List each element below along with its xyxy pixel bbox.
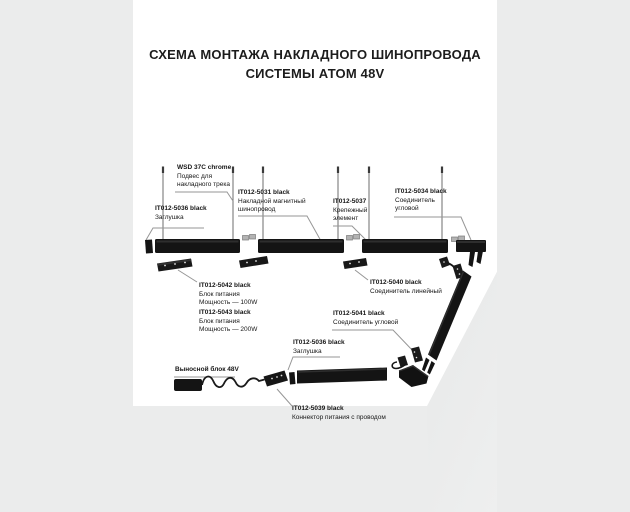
label-psu-200w: IT012-5043 black Блок питания Мощность — 200W	[199, 309, 258, 334]
label-suspension-article: WSD 37C chrome	[177, 164, 232, 171]
label-endcap-bottom: IT012-5036 black Заглушка	[293, 339, 345, 355]
label-endcap-bottom-article: IT012-5036 black	[293, 339, 345, 346]
corner-connector-top	[456, 240, 486, 267]
track-segments	[155, 239, 448, 253]
label-endcap-top-article: IT012-5036 black	[155, 205, 207, 212]
page-title	[133, 45, 497, 83]
power-feed-connector	[264, 371, 289, 387]
label-power-connector-article: IT012-5039 black	[292, 405, 344, 412]
label-endcap-top: IT012-5036 black Заглушка	[155, 205, 207, 221]
label-psu-100w-article: IT012-5042 black	[199, 282, 251, 289]
label-fixing-clip-article: IT012-5037	[333, 198, 367, 205]
endcap-bottom	[289, 372, 296, 385]
linear-connector-loose	[239, 256, 269, 268]
label-corner-top-article: IT012-5034 black	[395, 188, 447, 195]
page-title-line2: СИСТЕМЫ АТОМ 48V	[245, 66, 385, 81]
label-corner-top: IT012-5034 black Соединитель угловой	[395, 188, 447, 213]
label-psu-100w: IT012-5042 black Блок питания Мощность — 100W	[199, 282, 258, 307]
label-track-article: IT012-5031 black	[238, 189, 290, 196]
page-title-line1: СХЕМА МОНТАЖА НАКЛАДНОГО ШИНОПРОВОДА	[149, 47, 481, 62]
label-remote-block: Выносной блок 48V	[175, 366, 239, 373]
label-track: IT012-5031 black Накладной магнитный шинопровод	[238, 189, 306, 214]
label-linear-connector: IT012-5040 black Соединитель линейный	[370, 279, 442, 295]
remote-psu-block	[174, 379, 202, 391]
label-linear-connector-article: IT012-5040 black	[370, 279, 422, 286]
label-psu-200w-article: IT012-5043 black	[199, 309, 251, 316]
label-suspension: WSD 37C chrome Подвес для накладного трека	[177, 164, 232, 189]
label-corner-connector-article: IT012-5041 black	[333, 310, 385, 317]
linear-connector-labeled	[343, 258, 368, 269]
label-corner-connector: IT012-5041 black Соединитель угловой	[333, 310, 399, 326]
psu-unit	[157, 259, 193, 272]
feed-connector-upper	[439, 257, 465, 280]
label-fixing-clip: IT012-5037 Крепежный элемент	[333, 198, 368, 223]
power-cable	[202, 377, 265, 388]
label-power-connector: IT012-5039 black Коннектор питания с проводом	[292, 405, 386, 421]
endcap-left	[145, 240, 153, 254]
